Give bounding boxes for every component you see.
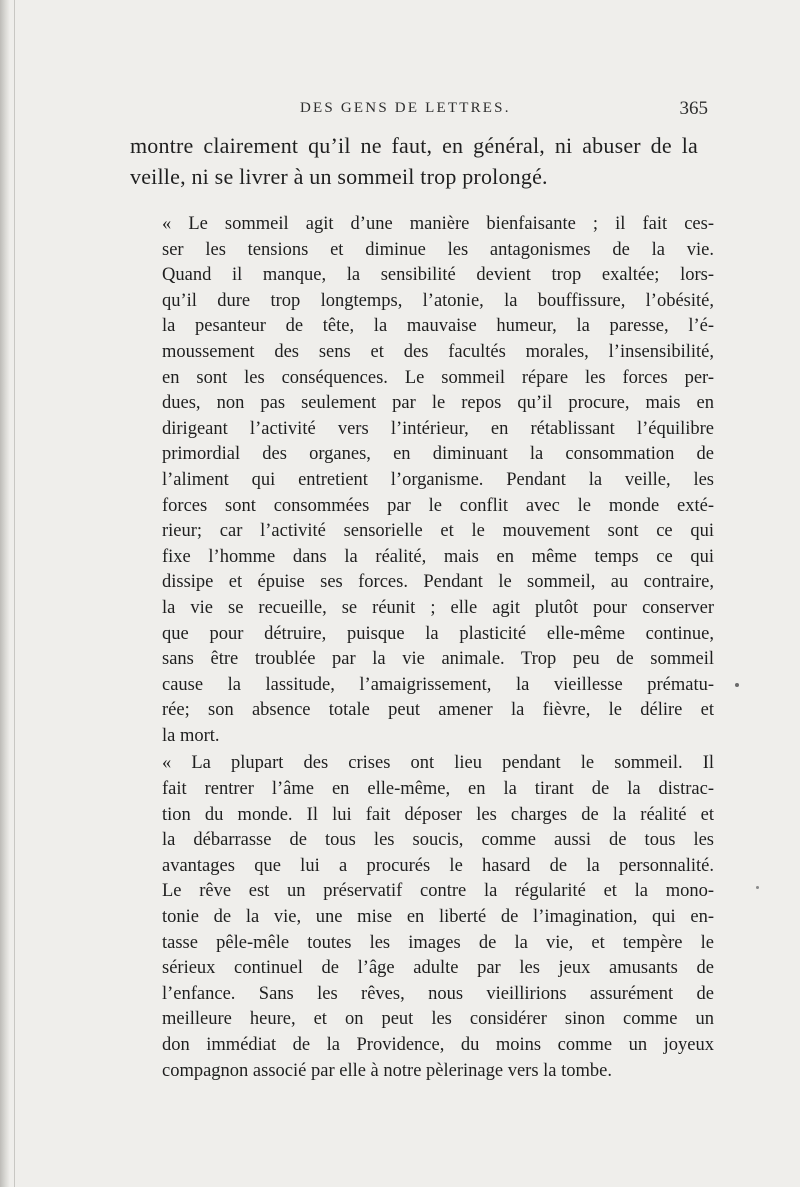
text-line: dirigeant l’activité vers l’intérieur, en rétablissant l’équilibre [162, 418, 714, 439]
lead-paragraph: montre clairement qu’il ne faut, en général, ni abuser de la veille, ni se livrer à un sommeil trop prolongé. [130, 133, 698, 189]
text-line: rieur; car l’activité sensorielle et le mouvement sont ce qui [162, 521, 714, 542]
text-line: la pesanteur de tête, la mauvaise humeur, la paresse, l’é- [162, 316, 714, 337]
text-line: moussement des sens et des facultés morales, l’insensibilité, [162, 341, 714, 362]
text-line: dues, non pas seulement par le repos qu’il procure, mais en [162, 393, 714, 414]
running-title: DES GENS DE LETTRES. [300, 100, 511, 116]
text-line: forces sont consommées par le conflit avec le monde exté- [162, 495, 714, 516]
page-header [300, 100, 708, 124]
text-line: avantages que lui a procurés le hasard de la personnalité. [162, 855, 714, 876]
text-line: meilleure heure, et on peut les considérer sinon comme un [162, 1009, 714, 1030]
text-line: sans être troublée par la vie animale. Trop peu de sommeil [162, 649, 714, 670]
quoted-passage [138, 212, 714, 1084]
text-line: rée; son absence totale peut amener la fièvre, le délire et [162, 700, 714, 721]
lead-paragraph-block [130, 130, 698, 192]
text-line: Le rêve est un préservatif contre la régularité et la mono- [162, 881, 714, 902]
text-line: tasse pêle-mêle toutes les images de la vie, et tempère le [162, 932, 714, 953]
page-left-edge-shadow [0, 0, 10, 1187]
text-line: qu’il dure trop longtemps, l’atonie, la bouffissure, l’obésité, [162, 290, 714, 311]
text-line: Quand il manque, la sensibilité devient trop exaltée; lors- [162, 265, 714, 286]
text-line: dissipe et épuise ses forces. Pendant le sommeil, au contraire, [162, 572, 714, 593]
text-line: don immédiat de la Providence, du moins comme un joyeux [162, 1035, 714, 1055]
page-number: 365 [679, 98, 708, 119]
quote-paragraph-1 [138, 212, 714, 749]
text-line: primordial des organes, en diminuant la consommation de [162, 444, 714, 465]
paper-speck [756, 886, 759, 889]
text-line: tonie de la vie, une mise en liberté de l’imagination, qui en- [162, 907, 714, 928]
text-line: l’aliment qui entretient l’organisme. Pendant la veille, les [162, 469, 714, 490]
text-line: ser les tensions et diminue les antagonismes de la vie. [162, 239, 714, 260]
text-line: que pour détruire, puisque la plasticité elle-même continue, [162, 623, 714, 644]
text-line: fixe l’homme dans la réalité, mais en même temps ce qui [162, 546, 714, 567]
text-line: fait rentrer l’âme en elle-même, en la tirant de la distrac- [162, 779, 714, 800]
text-line: tion du monde. Il lui fait déposer les charges de la réalité et [162, 804, 714, 825]
page-gutter-line [14, 0, 15, 1187]
text-line: la mort. [162, 725, 220, 746]
paper-speck [735, 683, 739, 687]
text-line: « La plupart des crises ont lieu pendant le sommeil. Il [162, 753, 714, 774]
text-line: l’enfance. Sans les rêves, nous vieillirions assurément de [162, 983, 714, 1004]
text-line: sérieux continuel de l’âge adulte par les jeux amusants de [162, 958, 714, 979]
text-line: en sont les conséquences. Le sommeil répare les forces per- [162, 367, 714, 388]
text-line: cause la lassitude, l’amaigrissement, la vieillesse prématu- [162, 674, 714, 695]
text-line: compagnon associé par elle à notre pèlerinage vers la tombe. [162, 1060, 612, 1081]
text-line: la vie se recueille, se réunit ; elle agit plutôt pour conserver [162, 597, 714, 618]
quote-paragraph-2 [138, 751, 714, 1084]
text-line: « Le sommeil agit d’une manière bienfaisante ; il fait ces- [162, 214, 714, 234]
text-line: la débarrasse de tous les soucis, comme aussi de tous les [162, 830, 714, 851]
